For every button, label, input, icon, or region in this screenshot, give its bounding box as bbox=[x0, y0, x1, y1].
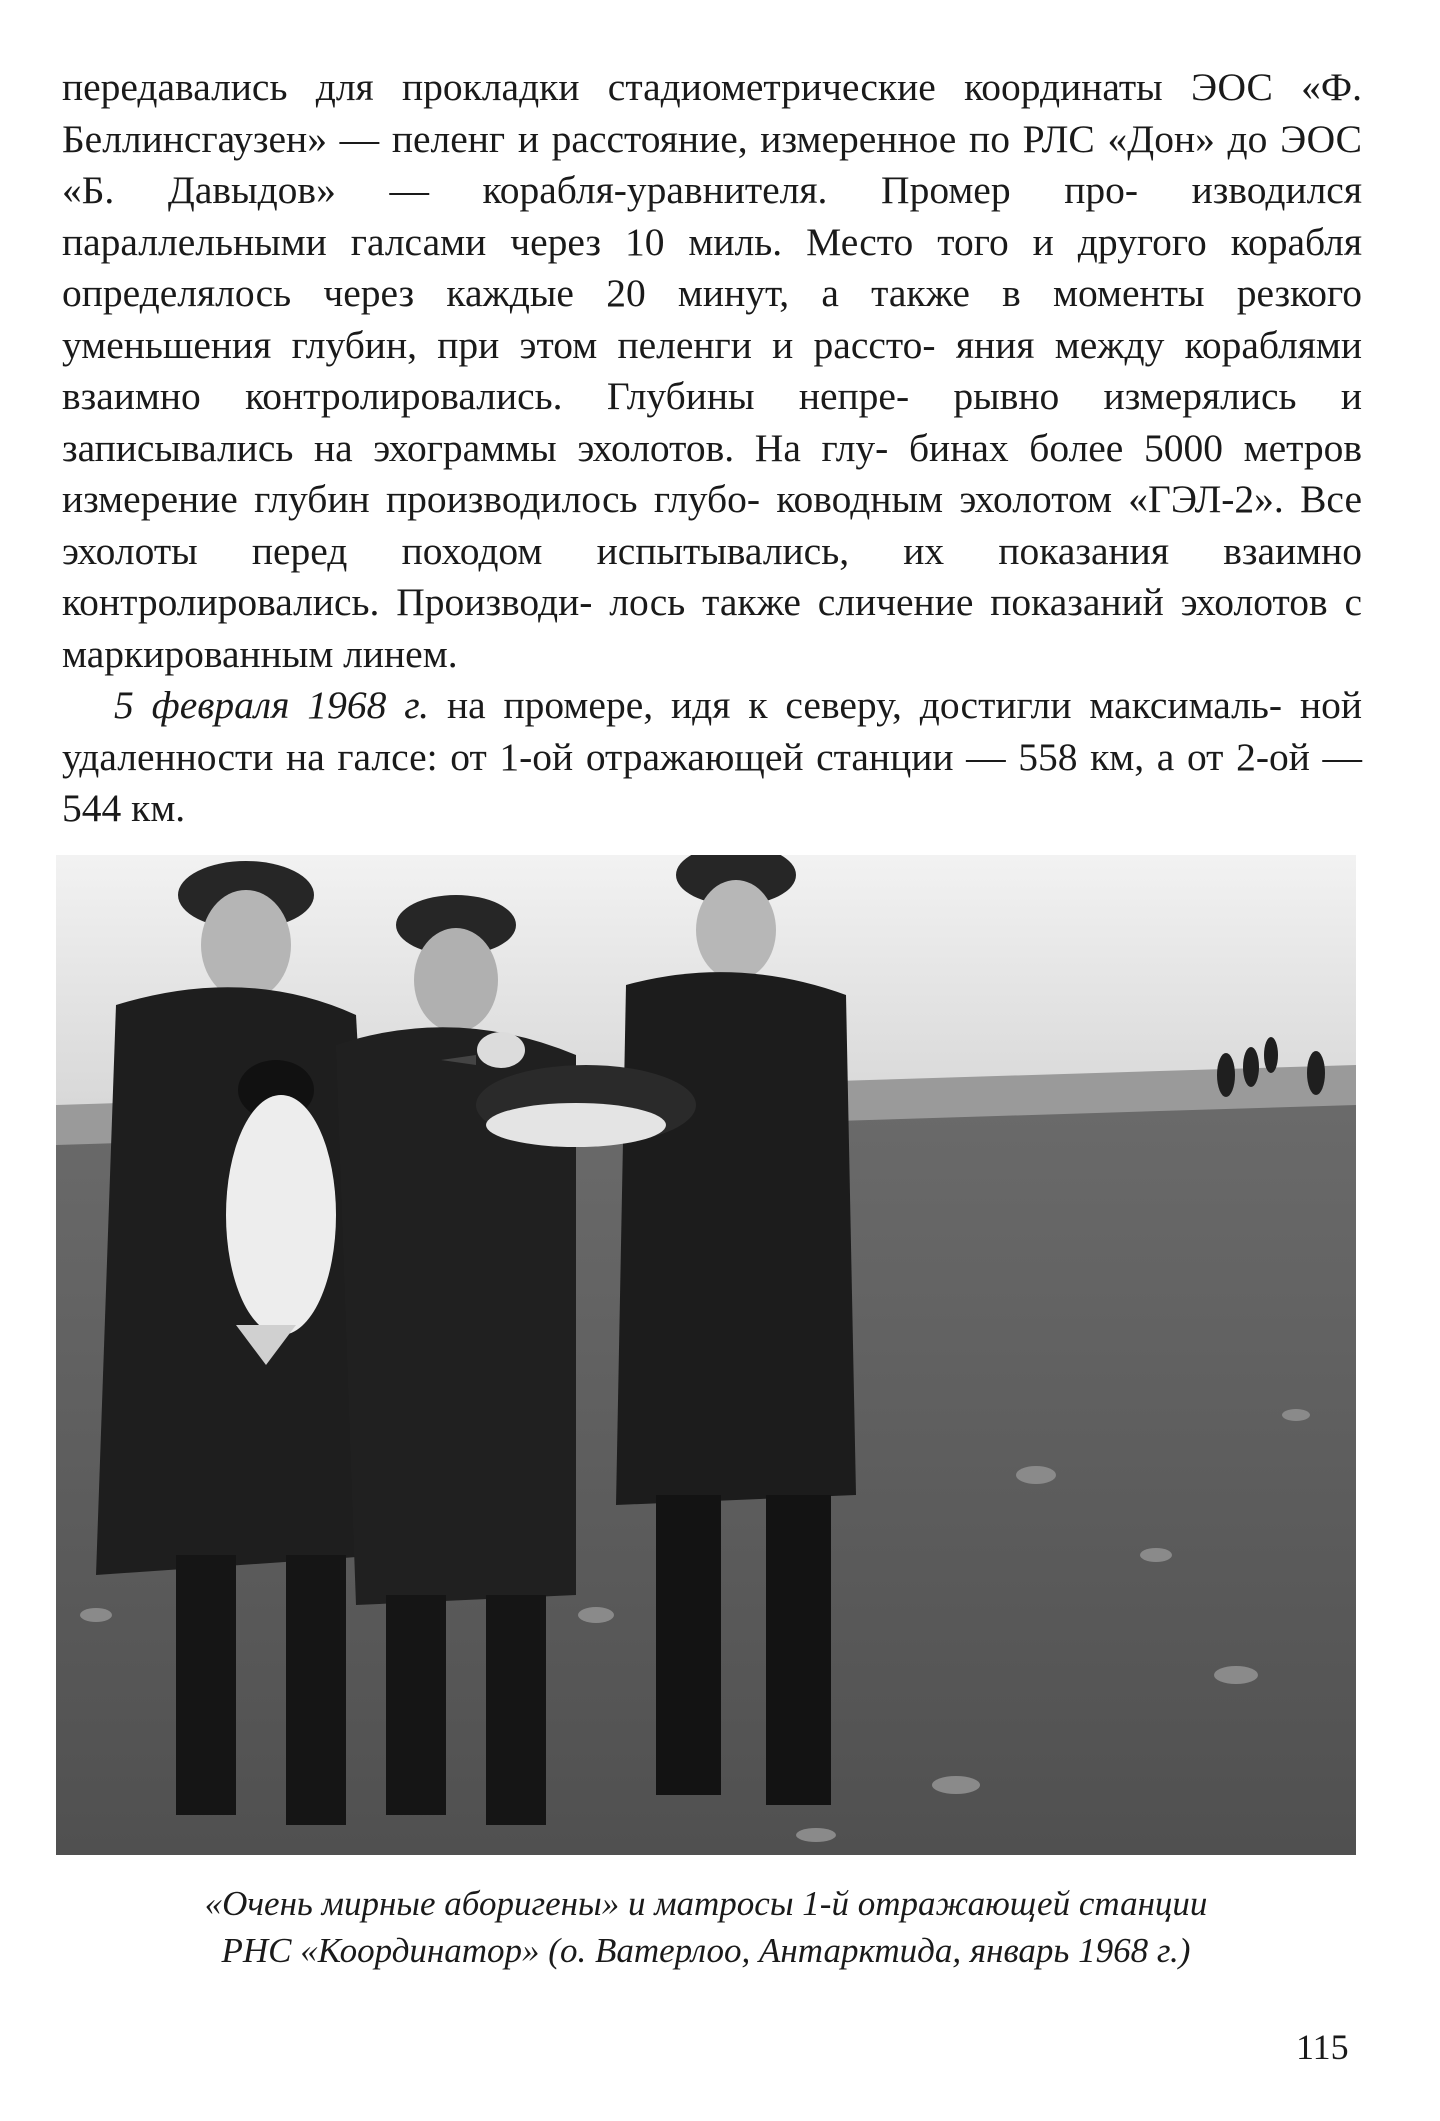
photograph bbox=[56, 855, 1356, 1855]
paragraph-2 bbox=[62, 680, 1362, 835]
paragraph-line: рывно измерялись и записывались на эхограммы эхолотов. На глу- bbox=[62, 374, 1363, 470]
paragraph-1 bbox=[62, 62, 1362, 680]
paragraph-line: «Дон» до ЭОС «Б. Давыдов» — корабля-уравнителя. Промер про- bbox=[62, 116, 1363, 212]
caption-line: «Очень мирные аборигены» и матросы 1-й отражающей станции bbox=[204, 1884, 1208, 1923]
date-italic: 5 февраля 1968 г. bbox=[114, 683, 430, 727]
paragraph-line: моменты резкого уменьшения глубин, при этом пеленги и рассто- bbox=[62, 271, 1362, 367]
photo-caption bbox=[56, 1880, 1356, 1974]
paragraph-line: ной удаленности на галсе: от 1-ой отражающей станции — 558 км, bbox=[62, 683, 1362, 779]
paragraph-line: ководным эхолотом «ГЭЛ-2». Все эхолоты перед походом bbox=[62, 477, 1362, 573]
paragraph-line: а от 2-ой — 544 км. bbox=[62, 734, 1362, 830]
paragraph-line: яния между кораблями взаимно контролировались. Глубины непре- bbox=[62, 322, 1362, 418]
paragraph-line: изводился параллельными галсами через 10 миль. Место того и bbox=[62, 168, 1363, 264]
body-text bbox=[62, 62, 1362, 835]
paragraph-line: лось также сличение показаний эхолотов с маркированным линем. bbox=[62, 580, 1362, 676]
paragraph-line: передавались для прокладки стадиометрические координаты ЭОС bbox=[62, 65, 1273, 109]
photo-three-sailors-with-penguins bbox=[56, 855, 1356, 1855]
paragraph-line: другого корабля определялось через каждые 20 минут, а также в bbox=[62, 219, 1362, 315]
paragraph-line: на промере, идя к северу, достигли максималь- bbox=[429, 683, 1283, 727]
paragraph-line: бинах более 5000 метров измерение глубин производилось глубо- bbox=[62, 425, 1363, 521]
paragraph-line: «Ф. Беллинсгаузен» — пеленг и расстояние, измеренное по РЛС bbox=[62, 65, 1363, 161]
page-number: 115 bbox=[1296, 2027, 1349, 2067]
paragraph-line: испытывались, их показания взаимно контролировались. Производи- bbox=[62, 528, 1363, 624]
caption-line: РНС «Координатор» (о. Ватерлоо, Антарктида, январь 1968 г.) bbox=[221, 1931, 1191, 1970]
